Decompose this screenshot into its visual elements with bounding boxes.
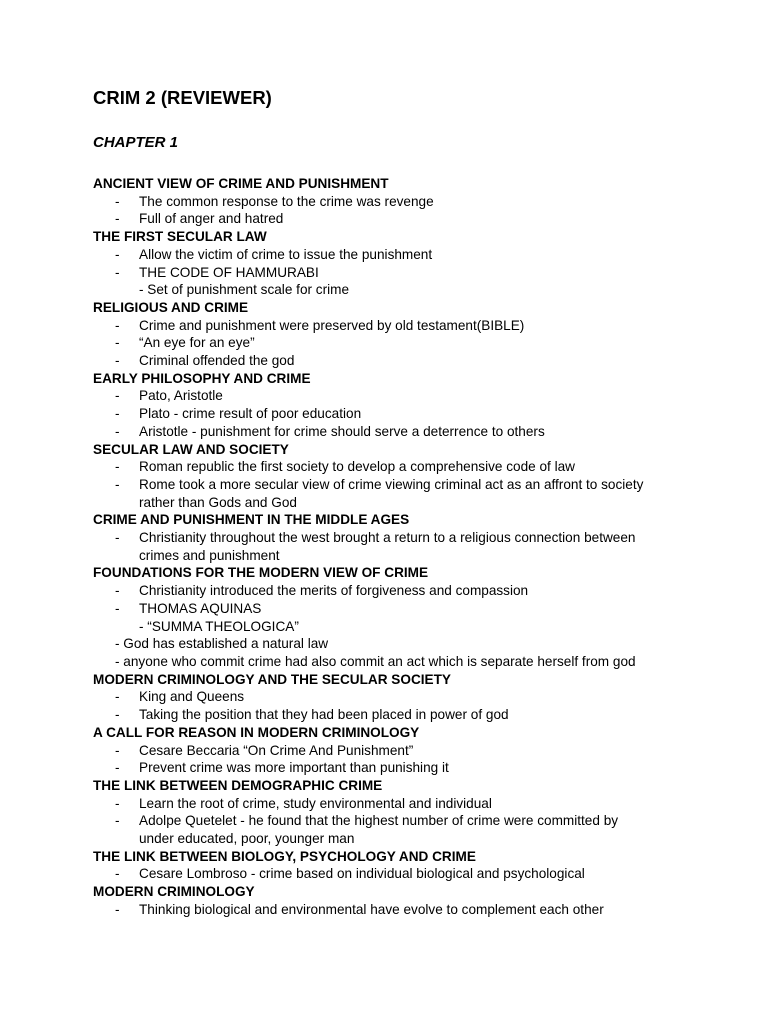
continuation-line: - “SUMMA THEOLOGICA” (139, 618, 299, 634)
bullet-marker: - (115, 193, 120, 209)
bullet-marker: - (115, 476, 120, 492)
section (93, 777, 708, 848)
bullet-marker: - (115, 317, 120, 333)
bullet-marker: - (115, 760, 120, 776)
section-heading: THE LINK BETWEEN BIOLOGY, PSYCHOLOGY AND CRIME (93, 848, 476, 864)
section-heading: RELIGIOUS AND CRIME (93, 299, 249, 315)
bullet-text: Plato - crime result of poor education (139, 406, 362, 422)
bullet-item (93, 423, 708, 441)
section-heading: THE LINK BETWEEN DEMOGRAPHIC CRIME (93, 777, 383, 793)
bullet-marker: - (115, 901, 120, 917)
bullet-text: Criminal offended the god (139, 353, 295, 369)
bullet-text: Prevent crime was more important than punishing it (139, 760, 449, 776)
bullet-marker: - (115, 388, 120, 404)
bullet-text: “An eye for an eye” (139, 335, 255, 351)
bullet-text: Roman republic the first society to develop a comprehensive code of law (139, 459, 575, 475)
section-heading: A CALL FOR REASON IN MODERN CRIMINOLOGY (93, 724, 420, 740)
bullet-item (93, 600, 708, 618)
bullet-text: Full of anger and hatred (139, 211, 284, 227)
document-title: CRIM 2 (REVIEWER) (93, 87, 272, 108)
note-line: - anyone who commit crime had also commit an act which is separate herself from god (115, 653, 636, 669)
section (93, 671, 708, 724)
section (93, 511, 708, 564)
continuation-line: crimes and punishment (139, 547, 280, 563)
bullet-item (93, 901, 708, 919)
section-heading: THE FIRST SECULAR LAW (93, 229, 267, 245)
bullet-marker: - (115, 353, 120, 369)
continuation-line: under educated, poor, younger man (139, 831, 355, 847)
section (93, 724, 708, 777)
section-heading: ANCIENT VIEW OF CRIME AND PUNISHMENT (93, 176, 389, 191)
bullet-marker: - (115, 211, 120, 227)
section-heading: CRIME AND PUNISHMENT IN THE MIDDLE AGES (93, 512, 410, 528)
bullet-item (93, 759, 708, 777)
section (93, 883, 708, 918)
section-heading: MODERN CRIMINOLOGY AND THE SECULAR SOCIETY (93, 671, 451, 687)
bullet-text: King and Queens (139, 689, 245, 705)
bullet-item (93, 706, 708, 724)
section (93, 564, 708, 670)
bullet-text: Cesare Lombroso - crime based on individual biological and psychological (139, 866, 585, 882)
bullet-item (93, 742, 708, 760)
bullet-item (93, 334, 708, 352)
bullet-text: Rome took a more secular view of crime viewing criminal act as an affront to society (139, 476, 644, 492)
section (93, 228, 708, 299)
bullet-marker: - (115, 406, 120, 422)
bullet-item (93, 210, 708, 228)
bullet-marker: - (115, 707, 120, 723)
bullet-marker: - (115, 600, 120, 616)
bullet-item (93, 246, 708, 264)
bullet-item (93, 582, 708, 600)
bullet-marker: - (115, 866, 120, 882)
bullet-text: THE CODE OF HAMMURABI (139, 264, 319, 280)
bullet-marker: - (115, 423, 120, 439)
bullet-marker: - (115, 583, 120, 599)
bullet-text: Crime and punishment were preserved by old testament(BIBLE) (139, 317, 525, 333)
bullet-text: Allow the victim of crime to issue the punishment (139, 246, 433, 262)
bullet-marker: - (115, 459, 120, 475)
bullet-item (93, 264, 708, 282)
continuation-line: rather than Gods and God (139, 494, 297, 510)
bullet-marker: - (115, 530, 120, 546)
chapter-heading: CHAPTER 1 (93, 134, 179, 151)
section (93, 441, 708, 512)
section-heading: SECULAR LAW AND SOCIETY (93, 441, 289, 457)
section (93, 848, 708, 883)
bullet-item (93, 352, 708, 370)
bullet-marker: - (115, 813, 120, 829)
bullet-text: Aristotle - punishment for crime should serve a deterrence to others (139, 423, 545, 439)
bullet-item (93, 529, 708, 547)
bullet-item (93, 317, 708, 335)
section-heading: MODERN CRIMINOLOGY (93, 884, 255, 900)
bullet-item (93, 193, 708, 211)
bullet-marker: - (115, 264, 120, 280)
bullet-text: THOMAS AQUINAS (139, 600, 262, 616)
bullet-item (93, 865, 708, 883)
note-line: - God has established a natural law (115, 636, 329, 652)
bullet-item (93, 688, 708, 706)
bullet-text: Adolpe Quetelet - he found that the highest number of crime were committed by (139, 813, 619, 829)
document-body (93, 175, 708, 919)
continuation-line: - Set of punishment scale for crime (139, 282, 350, 298)
section (93, 175, 708, 228)
bullet-text: Christianity throughout the west brought a return to a religious connection between (139, 530, 636, 546)
bullet-item (93, 476, 708, 494)
bullet-text: Christianity introduced the merits of forgiveness and compassion (139, 583, 529, 599)
section-heading: FOUNDATIONS FOR THE MODERN VIEW OF CRIME (93, 565, 429, 581)
bullet-marker: - (115, 246, 120, 262)
bullet-text: Learn the root of crime, study environmental and individual (139, 795, 492, 811)
bullet-item (93, 795, 708, 813)
bullet-item (93, 458, 708, 476)
bullet-text: Cesare Beccaria “On Crime And Punishment” (139, 742, 414, 758)
bullet-marker: - (115, 795, 120, 811)
bullet-text: Taking the position that they had been placed in power of god (139, 707, 509, 723)
bullet-text: The common response to the crime was revenge (139, 193, 434, 209)
section (93, 299, 708, 370)
bullet-text: Thinking biological and environmental have evolve to complement each other (139, 901, 604, 917)
bullet-item (93, 387, 708, 405)
section-heading: EARLY PHILOSOPHY AND CRIME (93, 370, 311, 386)
bullet-marker: - (115, 689, 120, 705)
bullet-marker: - (115, 335, 120, 351)
bullet-item (93, 405, 708, 423)
bullet-text: Pato, Aristotle (139, 388, 223, 404)
bullet-marker: - (115, 742, 120, 758)
bullet-item (93, 812, 708, 830)
section (93, 370, 708, 441)
